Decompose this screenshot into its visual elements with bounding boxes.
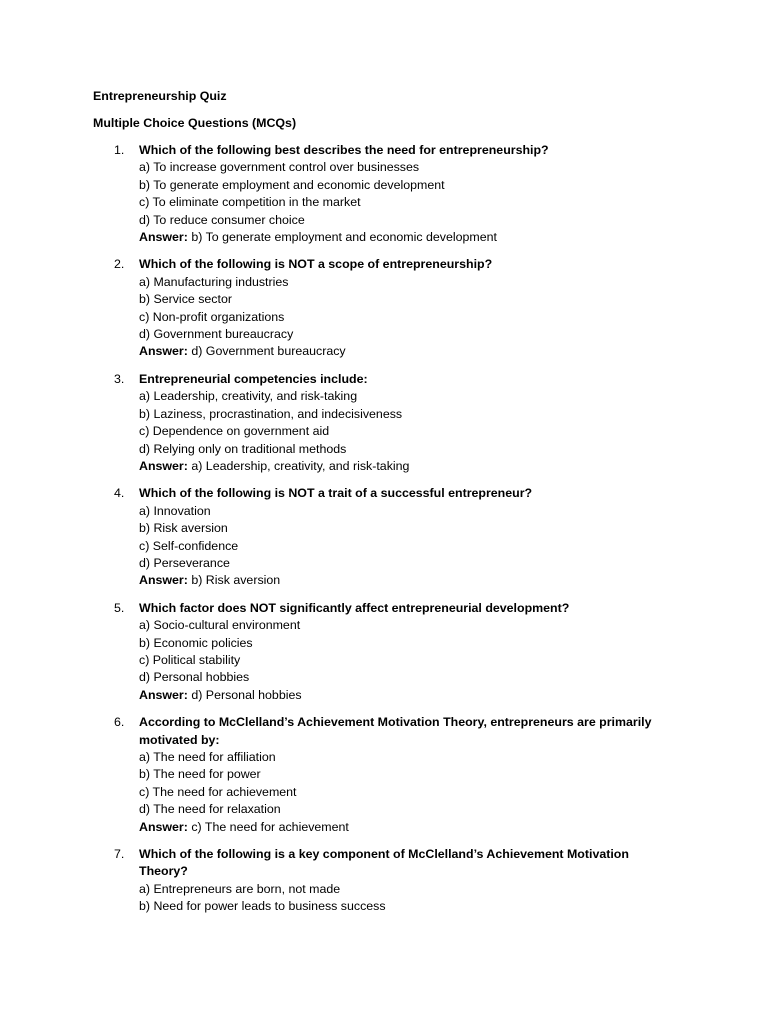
- answer-line: [139, 687, 679, 704]
- question-item: [0, 485, 768, 589]
- answer-line: [139, 819, 679, 836]
- option-a: a) Manufacturing industries: [139, 274, 289, 289]
- option-b: b) To generate employment and economic development: [139, 177, 445, 192]
- answer-line: [139, 458, 679, 475]
- answer-text: d) Personal hobbies: [191, 687, 302, 702]
- question-body: [139, 371, 679, 475]
- answer-line: [139, 343, 679, 360]
- question-number: 3.: [114, 371, 125, 386]
- option-a: a) To increase government control over businesses: [139, 160, 420, 175]
- question-text: Which of the following is a key component of McClelland’s Achievement Motivation Theory?: [139, 847, 629, 879]
- section-title: Multiple Choice Questions (MCQs): [93, 116, 297, 130]
- question-text: Entrepreneurial competencies include:: [139, 371, 368, 386]
- answer-line: [139, 572, 679, 589]
- answer-line: [139, 229, 679, 246]
- option-d: d) Personal hobbies: [139, 670, 250, 685]
- question-item: [0, 142, 768, 246]
- question-text: Which factor does NOT significantly affect entrepreneurial development?: [139, 600, 570, 615]
- answer-text: c) The need for achievement: [191, 819, 349, 834]
- option-c: c) Non-profit organizations: [139, 309, 285, 324]
- question-number: 2.: [114, 257, 125, 272]
- option-b: b) Economic policies: [139, 635, 253, 650]
- question-item: [0, 714, 768, 836]
- option-d: d) Perseverance: [139, 555, 230, 570]
- question-list: [0, 142, 768, 926]
- option-b: b) Need for power leads to business success: [139, 899, 386, 914]
- option-d: d) Relying only on traditional methods: [139, 441, 347, 456]
- answer-text: d) Government bureaucracy: [191, 344, 346, 359]
- question-body: [139, 714, 679, 836]
- question-number: 4.: [114, 486, 125, 501]
- question-text: Which of the following best describes the need for entrepreneurship?: [139, 143, 549, 157]
- option-d: d) The need for relaxation: [139, 802, 281, 817]
- answer-text: b) To generate employment and economic development: [191, 230, 497, 245]
- option-b: b) Laziness, procrastination, and indecisiveness: [139, 406, 403, 421]
- answer-text: b) Risk aversion: [191, 573, 281, 588]
- answer-label: Answer:: [139, 458, 188, 473]
- answer-label: Answer:: [139, 230, 188, 245]
- option-a: a) The need for affiliation: [139, 750, 276, 764]
- question-text: Which of the following is NOT a trait of a successful entrepreneur?: [139, 486, 533, 501]
- option-a: a) Entrepreneurs are born, not made: [139, 881, 341, 896]
- option-a: a) Socio-cultural environment: [139, 618, 301, 633]
- option-b: b) Service sector: [139, 292, 232, 307]
- question-item: [0, 256, 768, 360]
- option-c: c) Self-confidence: [139, 538, 239, 553]
- option-b: b) Risk aversion: [139, 521, 228, 536]
- question-body: [139, 485, 679, 589]
- option-c: c) Dependence on government aid: [139, 424, 330, 439]
- question-number: 1.: [114, 143, 125, 157]
- option-c: c) To eliminate competition in the market: [139, 195, 361, 210]
- question-number: 6.: [114, 715, 125, 730]
- answer-label: Answer:: [139, 819, 188, 834]
- question-number: 7.: [114, 847, 125, 862]
- question-number: 5.: [114, 600, 125, 615]
- document-title: Entrepreneurship Quiz: [93, 89, 227, 103]
- question-text: According to McClelland’s Achievement Motivation Theory, entrepreneurs are primarily motivated by:: [139, 715, 652, 747]
- option-d: d) Government bureaucracy: [139, 327, 294, 342]
- option-c: c) The need for achievement: [139, 784, 297, 799]
- option-b: b) The need for power: [139, 767, 261, 782]
- question-body: [139, 256, 679, 360]
- question-body: [139, 846, 679, 916]
- question-item: [0, 371, 768, 475]
- answer-label: Answer:: [139, 344, 188, 359]
- answer-text: a) Leadership, creativity, and risk-taking: [191, 458, 410, 473]
- question-item: [0, 846, 768, 916]
- option-c: c) Political stability: [139, 652, 241, 667]
- question-body: [139, 600, 679, 704]
- option-d: d) To reduce consumer choice: [139, 212, 305, 227]
- option-a: a) Innovation: [139, 503, 211, 518]
- question-item: [0, 600, 768, 704]
- answer-label: Answer:: [139, 687, 188, 702]
- question-body: [139, 142, 679, 246]
- option-a: a) Leadership, creativity, and risk-taking: [139, 389, 358, 404]
- question-text: Which of the following is NOT a scope of entrepreneurship?: [139, 257, 493, 272]
- answer-label: Answer:: [139, 573, 188, 588]
